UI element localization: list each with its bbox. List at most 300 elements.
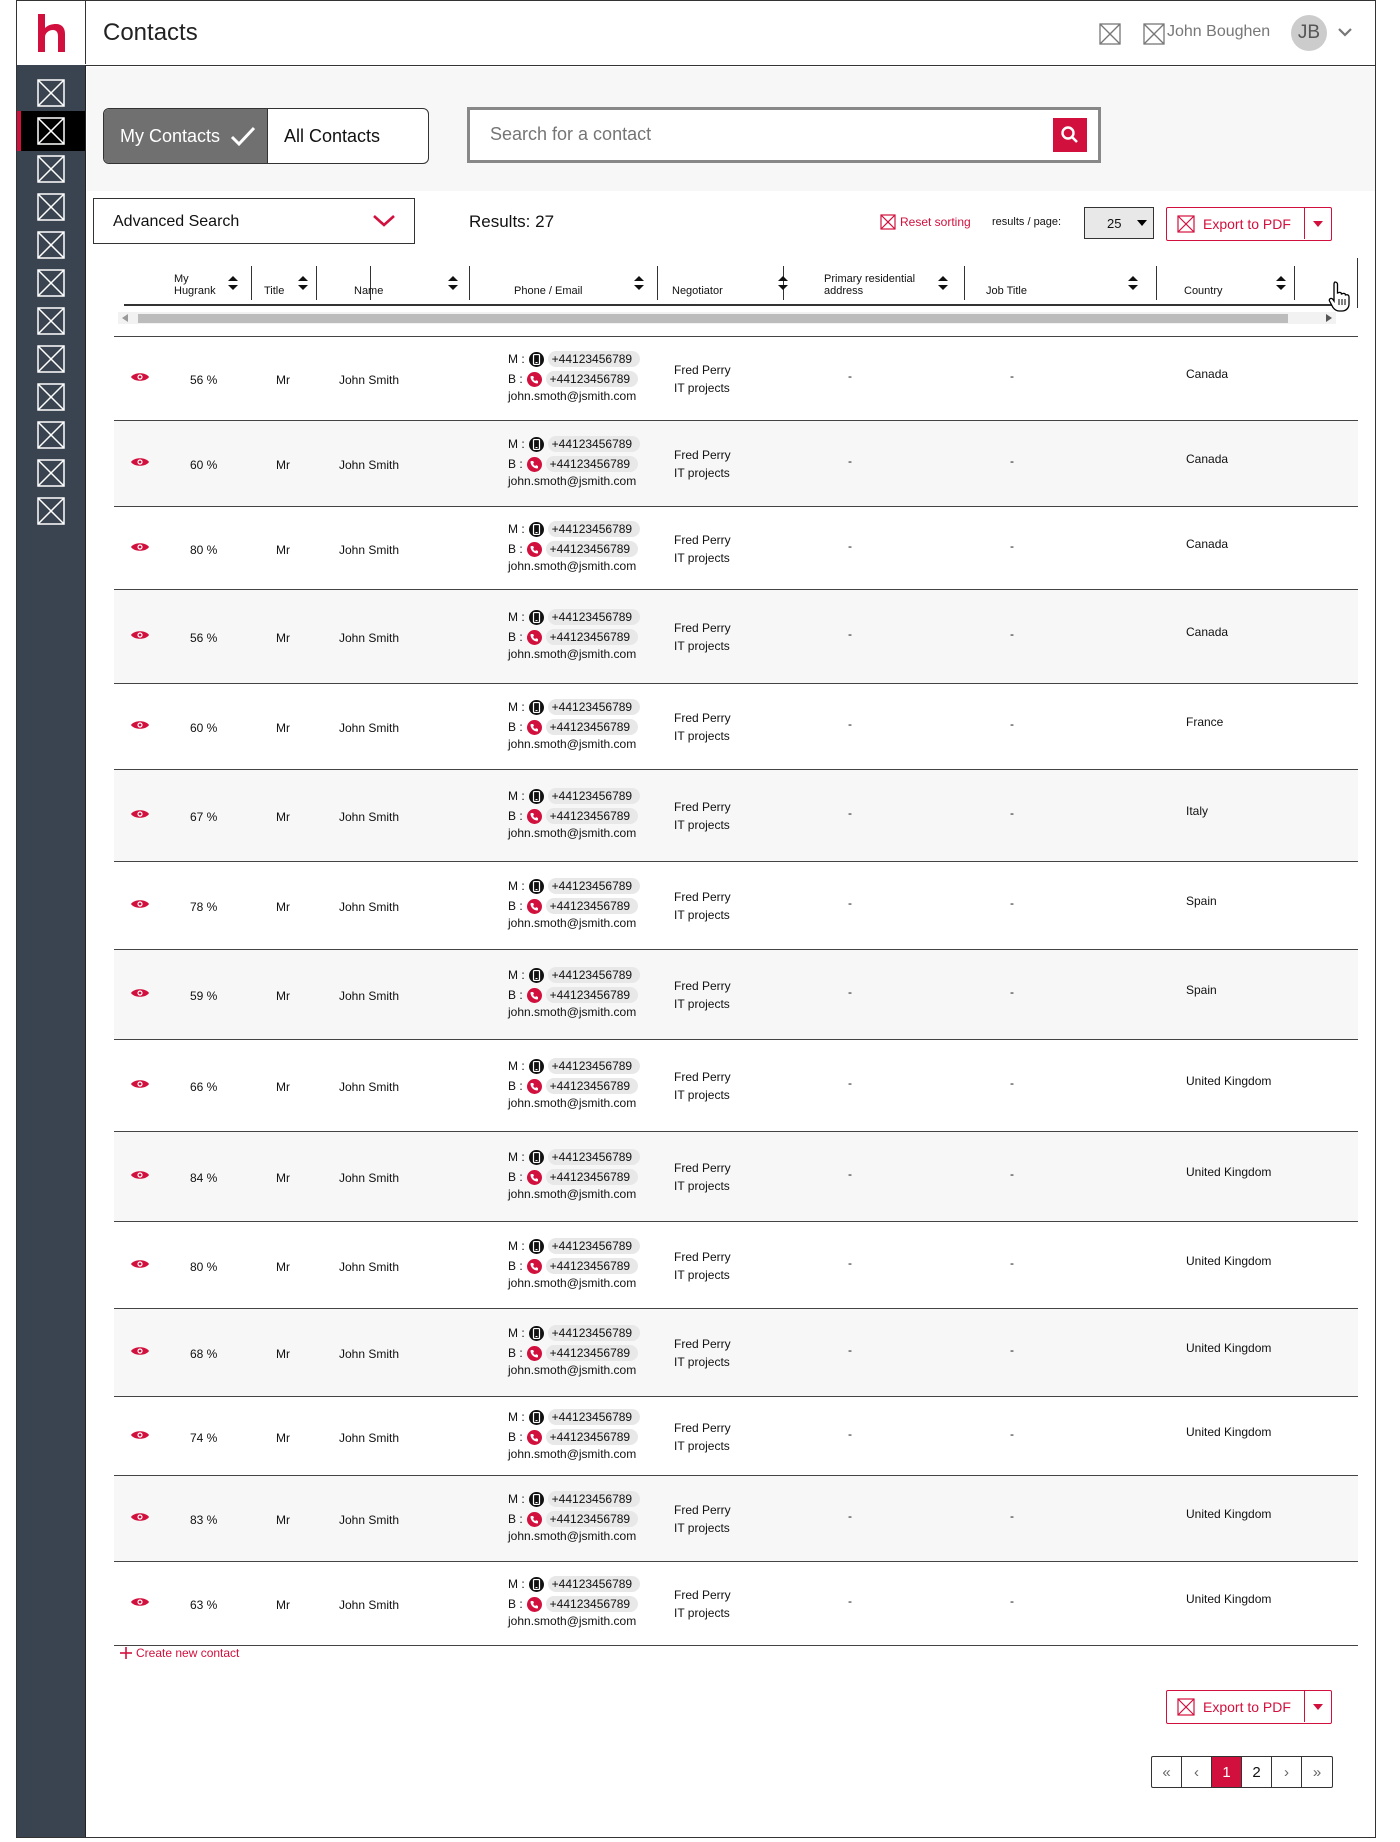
address-value: - (848, 1594, 852, 1608)
col-hugrank-label-line: Hugrank (174, 285, 216, 297)
results-per-page-select[interactable] (1084, 207, 1154, 239)
top-bar (17, 1, 1375, 66)
col-name-label-line: Name (354, 285, 384, 297)
business-number[interactable]: +44123456789 (546, 629, 638, 645)
contact-name[interactable]: John Smith (339, 900, 400, 914)
hugrank-value: 56 % (190, 631, 218, 645)
mobile-icon (529, 1577, 544, 1592)
view-eye-icon (130, 456, 150, 468)
hugrank-value: 66 % (190, 1080, 218, 1094)
create-contact-link[interactable] (120, 1646, 239, 1660)
scroll-right-icon[interactable] (1324, 313, 1334, 323)
email-link[interactable]: john.smoth@jsmith.com (508, 916, 637, 930)
phone-icon (527, 542, 542, 557)
business-number[interactable]: +44123456789 (546, 1078, 638, 1094)
contact-name[interactable]: John Smith (339, 458, 400, 472)
email-link[interactable]: john.smoth@jsmith.com (508, 1614, 637, 1628)
view-contact-button[interactable] (130, 898, 150, 913)
table-row[interactable] (114, 507, 1358, 590)
mobile-line (508, 521, 640, 537)
negotiator-team: IT projects (674, 1179, 730, 1193)
mobile-number[interactable]: +44123456789 (548, 1491, 640, 1507)
mobile-label: M : (508, 789, 525, 803)
export-pdf-label: Export to PDF (1203, 215, 1291, 232)
mobile-number[interactable]: +44123456789 (548, 1409, 640, 1425)
brand-h-icon (35, 12, 67, 54)
business-label: B : (508, 988, 523, 1002)
negotiator-name: Fred Perry (674, 448, 731, 462)
job-title-value: - (1010, 369, 1014, 383)
hugrank-value: 84 % (190, 1171, 218, 1185)
contact-name[interactable]: John Smith (339, 721, 400, 735)
next-page-button[interactable]: › (1272, 1757, 1302, 1787)
address-value: - (848, 1076, 852, 1090)
negotiator-team: IT projects (674, 639, 730, 653)
business-line (508, 1345, 638, 1361)
email-link[interactable]: john.smoth@jsmith.com (508, 737, 637, 751)
sidebar-item-6[interactable] (17, 263, 85, 303)
sidebar-item-7[interactable] (17, 301, 85, 341)
mobile-line (508, 1238, 640, 1254)
sidebar-item-2[interactable] (17, 111, 85, 151)
title-value: Mr (276, 1080, 290, 1094)
address-value: - (848, 627, 852, 641)
phone-icon (527, 1259, 542, 1274)
country-value: United Kingdom (1186, 1254, 1272, 1268)
view-contact-button[interactable] (130, 541, 150, 556)
contact-name[interactable]: John Smith (339, 1347, 400, 1361)
pdf-icon (1177, 215, 1195, 233)
view-contact-button[interactable] (130, 1078, 150, 1093)
hugrank-value: 78 % (190, 900, 218, 914)
business-number[interactable]: +44123456789 (546, 719, 638, 735)
placeholder-icon (37, 421, 65, 449)
table-row[interactable] (114, 1040, 1358, 1132)
country-value: Canada (1186, 452, 1229, 466)
email-link[interactable]: john.smoth@jsmith.com (508, 826, 637, 840)
job-title-value: - (1010, 1509, 1014, 1523)
view-contact-button[interactable] (130, 1345, 150, 1360)
col-job-title-label-line: Job Title (986, 285, 1027, 297)
col-phone-label-line: Phone / Email (514, 285, 583, 297)
phone-icon (527, 1346, 542, 1361)
phone-icon (527, 1170, 542, 1185)
email-link[interactable]: john.smoth@jsmith.com (508, 1096, 637, 1110)
advanced-search-dropdown[interactable] (93, 198, 415, 244)
pagination (1151, 1756, 1333, 1788)
search-button[interactable] (1053, 118, 1087, 152)
placeholder-icon (37, 383, 65, 411)
col-hugrank-label-line: My (174, 273, 189, 285)
address-value: - (848, 1509, 852, 1523)
mobile-icon (529, 522, 544, 537)
email-link[interactable]: john.smoth@jsmith.com (508, 474, 637, 488)
table-row[interactable] (114, 1309, 1358, 1397)
phone-icon (527, 1430, 542, 1445)
contact-name[interactable]: John Smith (339, 631, 400, 645)
business-label: B : (508, 1512, 523, 1526)
job-title-value: - (1010, 1256, 1014, 1270)
mobile-number[interactable]: +44123456789 (548, 1238, 640, 1254)
placeholder-icon (37, 497, 65, 525)
mobile-label: M : (508, 610, 525, 624)
view-contact-button[interactable] (130, 1169, 150, 1184)
sidebar-item-3[interactable] (17, 149, 85, 189)
check-icon (230, 125, 256, 147)
first-page-button[interactable]: « (1152, 1757, 1182, 1787)
address-value: - (848, 539, 852, 553)
email-link[interactable]: john.smoth@jsmith.com (508, 647, 637, 661)
export-options-caret-icon[interactable] (1313, 1704, 1323, 1710)
hugrank-value: 60 % (190, 458, 218, 472)
col-country-sort[interactable] (1276, 276, 1286, 293)
email-link[interactable]: john.smoth@jsmith.com (508, 389, 637, 403)
sidebar-item-12[interactable] (17, 491, 85, 531)
phone-icon (527, 1512, 542, 1527)
placeholder-icon (37, 79, 65, 107)
sidebar-item-4[interactable] (17, 187, 85, 227)
view-contact-button[interactable] (130, 371, 150, 386)
mobile-label: M : (508, 437, 525, 451)
country-value: Canada (1186, 625, 1229, 639)
hugrank-value: 56 % (190, 373, 218, 387)
sort-icon (1276, 276, 1286, 290)
phone-icon (527, 899, 542, 914)
tab-all-contacts[interactable]: All Contacts (284, 125, 381, 146)
mobile-icon (529, 700, 544, 715)
col-negotiator-label-line: Negotiator (672, 285, 723, 297)
mobile-icon (529, 879, 544, 894)
title-value: Mr (276, 631, 290, 645)
contact-name[interactable]: John Smith (339, 373, 400, 387)
notification-icon[interactable] (1099, 23, 1121, 45)
table-row[interactable] (114, 862, 1358, 950)
hand-cursor-icon (1328, 280, 1350, 314)
sidebar (17, 65, 86, 1837)
address-value: - (848, 1167, 852, 1181)
table-row[interactable] (114, 1132, 1358, 1222)
address-value: - (848, 896, 852, 910)
mobile-label: M : (508, 522, 525, 536)
business-label: B : (508, 1170, 523, 1184)
address-value: - (848, 454, 852, 468)
search-icon (1060, 125, 1080, 145)
view-eye-icon (130, 1345, 150, 1357)
table-row[interactable] (114, 336, 1358, 421)
business-line (508, 719, 638, 735)
export-options-caret-icon[interactable] (1313, 221, 1323, 227)
business-label: B : (508, 630, 523, 644)
business-label: B : (508, 899, 523, 913)
tab-my-contacts-label: My Contacts (120, 125, 221, 146)
business-number[interactable]: +44123456789 (546, 1169, 638, 1185)
business-line (508, 541, 638, 557)
country-value: United Kingdom (1186, 1341, 1272, 1355)
business-line (508, 1511, 638, 1527)
hugrank-value: 63 % (190, 1598, 218, 1612)
export-pdf-label-bottom: Export to PDF (1203, 1698, 1291, 1715)
tab-my-contacts[interactable] (104, 109, 268, 163)
email-link[interactable]: john.smoth@jsmith.com (508, 1447, 637, 1461)
negotiator-team: IT projects (674, 381, 730, 395)
contact-name[interactable]: John Smith (339, 1431, 400, 1445)
horizontal-scrollbar[interactable] (118, 312, 1336, 324)
business-number[interactable]: +44123456789 (546, 1429, 638, 1445)
view-contact-button[interactable] (130, 808, 150, 823)
scrollbar-thumb[interactable] (138, 314, 1288, 323)
col-country-label[interactable] (1184, 285, 1223, 297)
negotiator-team: IT projects (674, 1521, 730, 1535)
business-number[interactable]: +44123456789 (546, 1511, 638, 1527)
mobile-label: M : (508, 968, 525, 982)
business-label: B : (508, 809, 523, 823)
caret-down-icon (1137, 220, 1147, 226)
hugrank-value: 80 % (190, 543, 218, 557)
hugrank-value: 74 % (190, 1431, 218, 1445)
business-line (508, 1429, 638, 1445)
business-number[interactable]: +44123456789 (546, 898, 638, 914)
negotiator-name: Fred Perry (674, 1588, 731, 1602)
view-contact-button[interactable] (130, 987, 150, 1002)
view-eye-icon (130, 1169, 150, 1181)
job-title-value: - (1010, 627, 1014, 641)
table-row[interactable] (114, 1562, 1358, 1646)
mobile-number[interactable]: +44123456789 (548, 1576, 640, 1592)
table-row[interactable] (114, 421, 1358, 507)
email-link[interactable]: john.smoth@jsmith.com (508, 1187, 637, 1201)
hugrank-value: 83 % (190, 1513, 218, 1527)
view-contact-button[interactable] (130, 629, 150, 644)
sidebar-item-11[interactable] (17, 453, 85, 493)
business-label: B : (508, 720, 523, 734)
business-line (508, 1078, 638, 1094)
table-row[interactable] (114, 1476, 1358, 1562)
business-line (508, 629, 638, 645)
job-title-value: - (1010, 454, 1014, 468)
business-label: B : (508, 1597, 523, 1611)
results-per-page-label: results / page: (992, 216, 1062, 228)
view-contact-button[interactable] (130, 719, 150, 734)
view-eye-icon (130, 541, 150, 553)
email-link[interactable]: john.smoth@jsmith.com (508, 1529, 637, 1543)
negotiator-team: IT projects (674, 466, 730, 480)
contact-name[interactable]: John Smith (339, 543, 400, 557)
mobile-line (508, 609, 640, 625)
business-line (508, 898, 638, 914)
placeholder-icon (37, 459, 65, 487)
business-number[interactable]: +44123456789 (546, 371, 638, 387)
mobile-label: M : (508, 352, 525, 366)
country-value: Canada (1186, 367, 1229, 381)
sidebar-item-1[interactable] (17, 73, 85, 113)
address-value: - (848, 1427, 852, 1441)
contact-name[interactable]: John Smith (339, 989, 400, 1003)
mobile-number[interactable]: +44123456789 (548, 436, 640, 452)
mobile-number[interactable]: +44123456789 (548, 878, 640, 894)
email-link[interactable]: john.smoth@jsmith.com (508, 559, 637, 573)
mobile-icon (529, 1150, 544, 1165)
phone-icon (527, 720, 542, 735)
placeholder-icon (37, 345, 65, 373)
email-link[interactable]: john.smoth@jsmith.com (508, 1276, 637, 1290)
avatar[interactable]: JB (1291, 15, 1327, 51)
title-value: Mr (276, 1171, 290, 1185)
view-eye-icon (130, 1258, 150, 1270)
settings-icon[interactable] (1143, 23, 1165, 45)
business-number[interactable]: +44123456789 (546, 456, 638, 472)
contact-name[interactable]: John Smith (339, 1260, 400, 1274)
contact-name[interactable]: John Smith (339, 810, 400, 824)
business-number[interactable]: +44123456789 (546, 541, 638, 557)
mobile-number[interactable]: +44123456789 (548, 609, 640, 625)
sidebar-item-5[interactable] (17, 225, 85, 265)
phone-icon (527, 1597, 542, 1612)
mobile-line (508, 788, 640, 804)
mobile-number[interactable]: +44123456789 (548, 699, 640, 715)
country-value: Spain (1186, 894, 1217, 908)
export-pdf-button-top (1166, 207, 1332, 241)
business-label: B : (508, 1346, 523, 1360)
mobile-label: M : (508, 1239, 525, 1253)
user-name[interactable]: John Boughen (1167, 23, 1271, 40)
sidebar-item-9[interactable] (17, 377, 85, 417)
user-menu-chevron-icon[interactable] (1337, 26, 1353, 38)
country-value: United Kingdom (1186, 1074, 1272, 1088)
view-contact-button[interactable] (130, 1429, 150, 1444)
email-link[interactable]: john.smoth@jsmith.com (508, 1005, 637, 1019)
hugrank-value: 68 % (190, 1347, 218, 1361)
reset-sorting-icon (880, 214, 896, 230)
phone-icon (527, 809, 542, 824)
job-title-value: - (1010, 717, 1014, 731)
view-contact-button[interactable] (130, 456, 150, 471)
contact-name[interactable]: John Smith (339, 1598, 400, 1612)
view-eye-icon (130, 1511, 150, 1523)
country-value: United Kingdom (1186, 1592, 1272, 1606)
mobile-icon (529, 1239, 544, 1254)
plus-icon (120, 1647, 132, 1659)
sidebar-item-10[interactable] (17, 415, 85, 455)
search-input[interactable] (490, 124, 1010, 145)
mobile-label: M : (508, 879, 525, 893)
table-row[interactable] (114, 1222, 1358, 1309)
col-address-label-line: Primary residential (824, 273, 916, 285)
table-row[interactable] (114, 950, 1358, 1040)
hugrank-value: 60 % (190, 721, 218, 735)
title-value: Mr (276, 1598, 290, 1612)
view-eye-icon (130, 1429, 150, 1441)
phone-icon (527, 457, 542, 472)
mobile-line (508, 1576, 640, 1592)
mobile-label: M : (508, 1410, 525, 1424)
email-link[interactable]: john.smoth@jsmith.com (508, 1363, 637, 1377)
business-number[interactable]: +44123456789 (546, 1596, 638, 1612)
mobile-line (508, 1058, 640, 1074)
mobile-number[interactable]: +44123456789 (548, 1058, 640, 1074)
job-title-value: - (1010, 985, 1014, 999)
mobile-line (508, 1325, 640, 1341)
mobile-number[interactable]: +44123456789 (548, 788, 640, 804)
address-value: - (848, 1256, 852, 1270)
scroll-left-icon[interactable] (120, 313, 130, 323)
table-row[interactable] (114, 770, 1358, 862)
negotiator-name: Fred Perry (674, 890, 731, 904)
reset-sorting-link[interactable] (880, 214, 971, 230)
negotiator-team: IT projects (674, 1268, 730, 1282)
negotiator-name: Fred Perry (674, 363, 731, 377)
negotiator-name: Fred Perry (674, 533, 731, 547)
mobile-icon (529, 352, 544, 367)
hugrank-value: 59 % (190, 989, 218, 1003)
last-page-button[interactable]: » (1312, 1763, 1322, 1781)
page-title: Contacts (103, 19, 198, 46)
view-contact-button[interactable] (130, 1511, 150, 1526)
country-value: United Kingdom (1186, 1165, 1272, 1179)
export-pdf-main[interactable] (1167, 208, 1305, 239)
prev-page-button[interactable]: ‹ (1182, 1757, 1212, 1787)
business-number[interactable]: +44123456789 (546, 1345, 638, 1361)
sidebar-item-8[interactable] (17, 339, 85, 379)
table-row[interactable] (114, 590, 1358, 684)
business-number[interactable]: +44123456789 (546, 1258, 638, 1274)
business-label: B : (508, 1079, 523, 1093)
placeholder-icon (37, 117, 65, 145)
business-label: B : (508, 1259, 523, 1273)
search-box (467, 107, 1101, 163)
mobile-number[interactable]: +44123456789 (548, 1149, 640, 1165)
contact-name[interactable]: John Smith (339, 1171, 400, 1185)
negotiator-name: Fred Perry (674, 1161, 731, 1175)
title-value: Mr (276, 900, 290, 914)
export-pdf-button-bottom (1166, 1690, 1332, 1724)
negotiator-team: IT projects (674, 729, 730, 743)
mobile-number[interactable]: +44123456789 (548, 521, 640, 537)
view-contact-button[interactable] (130, 1596, 150, 1611)
negotiator-name: Fred Perry (674, 1337, 731, 1351)
address-value: - (848, 985, 852, 999)
view-contact-button[interactable] (130, 1258, 150, 1273)
mobile-number[interactable]: +44123456789 (548, 1325, 640, 1341)
create-contact-label: Create new contact (136, 1646, 240, 1660)
business-line (508, 371, 638, 387)
address-value: - (848, 369, 852, 383)
export-pdf-main-bottom[interactable] (1167, 1691, 1305, 1722)
page-1-button[interactable]: 1 (1212, 1757, 1242, 1787)
business-line (508, 1169, 638, 1185)
mobile-line (508, 1149, 640, 1165)
title-value: Mr (276, 989, 290, 1003)
title-value: Mr (276, 458, 290, 472)
mobile-number[interactable]: +44123456789 (548, 351, 640, 367)
title-value: Mr (276, 721, 290, 735)
header-edge (1357, 258, 1358, 308)
business-number[interactable]: +44123456789 (546, 987, 638, 1003)
mobile-label: M : (508, 700, 525, 714)
placeholder-icon (37, 269, 65, 297)
contact-name[interactable]: John Smith (339, 1080, 400, 1094)
negotiator-team: IT projects (674, 1439, 730, 1453)
mobile-number[interactable]: +44123456789 (548, 967, 640, 983)
business-number[interactable]: +44123456789 (546, 808, 638, 824)
page-2-button[interactable]: 2 (1242, 1757, 1272, 1787)
logo[interactable] (17, 1, 86, 64)
negotiator-team: IT projects (674, 551, 730, 565)
country-value: Canada (1186, 537, 1229, 551)
table-row[interactable] (114, 684, 1358, 770)
mobile-label: M : (508, 1326, 525, 1340)
contact-name[interactable]: John Smith (339, 1513, 400, 1527)
table-row[interactable] (114, 1397, 1358, 1476)
